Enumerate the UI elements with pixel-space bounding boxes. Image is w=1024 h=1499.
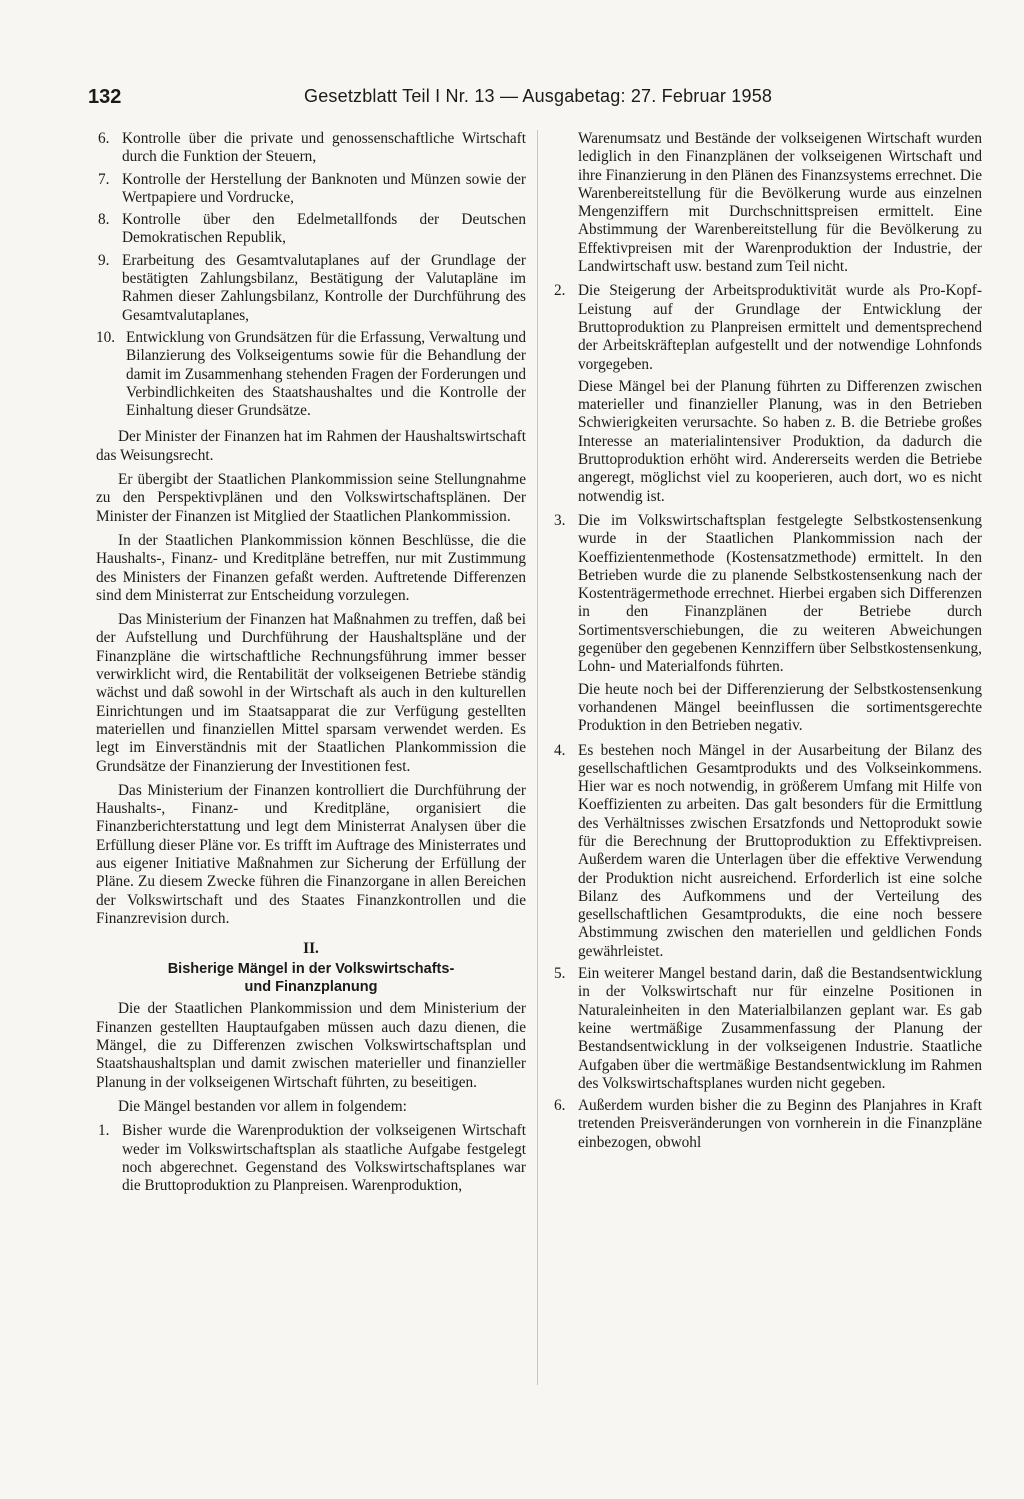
list-item [552, 282, 982, 373]
list-item [96, 130, 526, 167]
list-subparagraph: Diese Mängel bei der Planung führten zu Differenzen zwischen materieller und finanzieller Planung, was in den Betrieben Schwierigkeiten verursachte. So haben z. B. die Betriebe großes Interesse an materialintensiver Produktion, da dadurch die Bruttoproduktion erhöht wird. Andererseits werden die Betriebe angeregt, möglichst viel zu kooperieren, auch dort, wo es nicht notwendig ist. [578, 377, 982, 505]
list-text: Außerdem wurden bisher die zu Beginn des Planjahres in Kraft tretenden Preisveränderungen von vornherein in die Finanzpläne einbezogen, obwohl [578, 1097, 982, 1151]
list-text: Die im Volkswirtschaftsplan festgelegte Selbstkostensenkung wurde in der Staatlichen Plankommission nach der Koeffizientenmethode (Kostensatzmethode) ermittelt. In den Betrieben wurde die zu planende Selbstkostensenkung nach der Kostenträgermethode errechnet. Hierbei ergaben sich Differenzen in den Finanzplänen der Betriebe durch Sortimentsverschiebungen, die zu weiteren Abweichungen gegenüber den gegebenen Kennziffern über Selbstkostensenkung, Lohn- und Materialfonds führten. [578, 511, 982, 676]
page-header [88, 86, 980, 114]
right-column [552, 130, 982, 1156]
list-item [96, 329, 526, 420]
page-number: 132 [88, 86, 122, 108]
list-text: Bisher wurde die Warenproduktion der volkseigenen Wirtschaft weder im Volkswirtschaftsplan als staatliche Aufgabe festgelegt noch abgerechnet. Gegenstand des Volkswirtschaftsplanes war die Bruttoproduktion zu Planpreisen. Warenproduktion, [122, 1122, 526, 1195]
list-item [96, 252, 526, 325]
paragraph: Das Ministerium der Finanzen kontrolliert die Durchführung der Haushalts-, Finanz- und Kreditpläne, organisiert die Finanzberichterstattung und legt dem Ministerrat Analysen über die Erfüllung dieser Pläne vor. Es trifft im Auftrage des Ministerrates und aus eigener Initiative Maßnahmen zur Sicherung der Erfüllung der Pläne. Zu diesem Zwecke führen die Finanzorgane in allen Bereichen der Volkswirtschaft und des Staates Finanzkontrollen und die Finanzrevision durch. [96, 781, 526, 927]
list-item [96, 1122, 526, 1195]
section-number: II. [303, 940, 319, 958]
paragraph-continuation: Warenumsatz und Bestände der volkseigenen Wirtschaft wurden lediglich in den Finanzplänen der volkseigenen Wirtschaft und ihre Finanzierung in den Plänen des Finanzsystems errechnet. Die Warenbereitstellung für die Bevölkerung wurde aus einzelnen Mengenziffern mit Durchschnittspreisen ermittelt. Eine Abstimmung der Warenbereitstellung für die Bevölkerung zu Effektivpreisen mit der Warenproduktion der Industrie, der Landwirtschaft usw. bestand zum Teil nicht. [578, 130, 982, 276]
paragraph: In der Staatlichen Plankommission können Beschlüsse, die die Haushalts-, Finanz- und Kreditpläne betreffen, nur mit Zustimmung des Ministers der Finanzen gefaßt werden. Auftretende Differenzen sind dem Ministerrat zur Entscheidung vorzulegen. [96, 531, 526, 604]
section-title-line-1: Bisherige Mängel in der Volkswirtschafts- [167, 961, 455, 978]
left-column [96, 130, 526, 1199]
paragraph: Das Ministerium der Finanzen hat Maßnahmen zu treffen, daß bei der Aufstellung und Durchführung der Haushaltspläne und der Finanzpläne die wirtschaftliche Rechnungsführung immer besser verwirklicht wird, die Rentabilität der volkseigenen Betriebe ständig wächst und daß sowohl in der Wirtschaft als auch in den kulturellen Einrichtungen und im Staatsapparat die zur Verfügung gestellten materiellen und finanziellen Mittel sparsam verwendet werden. Es legt im Einverständnis mit der Staatlichen Plankommission die Grundsätze der Finanzierung der Investitionen fest. [96, 611, 526, 775]
paragraph: Die Mängel bestanden vor allem in folgendem: [118, 1097, 407, 1115]
paragraph: Er übergibt der Staatlichen Plankommission seine Stellungnahme zu den Perspektivplänen und den Volkswirtschaftsplänen. Der Minister der Finanzen ist Mitglied der Staatlichen Plankommission. [96, 471, 526, 525]
list-item [552, 965, 982, 1093]
list-number: 9. [98, 251, 110, 269]
list-text: Erarbeitung des Gesamtvalutaplanes auf der Grundlage der bestätigten Zahlungsbilanz, Bestätigung der Valutapläne im Rahmen dieser Zahlungsbilanz, Kontrolle der Durchführung des Gesamtvalutaplanes, [122, 251, 526, 324]
list-number: 5. [554, 965, 566, 983]
list-number: 1. [98, 1122, 110, 1140]
list-number: 10. [96, 328, 116, 346]
list-number: 3. [554, 511, 566, 529]
list-number: 6. [554, 1097, 566, 1115]
list-text: Kontrolle über den Edelmetallfonds der Deutschen Demokratischen Republik, [122, 211, 526, 247]
list-number: 4. [554, 741, 566, 759]
list-item [552, 1097, 982, 1152]
list-number: 6. [98, 130, 110, 147]
list-item [552, 512, 982, 677]
list-text: Kontrolle über die private und genossenschaftliche Wirtschaft durch die Funktion der Steuern, [122, 130, 526, 166]
section-title [96, 960, 526, 996]
paragraph: Der Minister der Finanzen hat im Rahmen der Haushaltswirtschaft das Weisungsrecht. [96, 428, 526, 464]
list-item [96, 211, 526, 248]
list-item [552, 742, 982, 962]
list-number: 2. [554, 282, 566, 300]
running-title: Gesetzblatt Teil I Nr. 13 — Ausgabetag: 27. Februar 1958 [304, 86, 773, 106]
list-text: Die Steigerung der Arbeitsproduktivität wurde als Pro-Kopf-Leistung auf der Grundlage der Entwicklung der Bruttoproduktion zu Planpreisen ermittelt und dementsprechend der Arbeitskräfteplan aufgestellt und der notwendige Lohnfonds vorgegeben. [578, 282, 982, 373]
list-subparagraph: Die heute noch bei der Differenzierung der Selbstkostensenkung vorhandenen Mängel beeinflussen die sortimentsgerechte Produktion in den Betrieben negativ. [578, 680, 982, 735]
list-number: 7. [98, 170, 110, 188]
list-text: Ein weiterer Mangel bestand darin, daß die Bestandsentwicklung in der Volkswirtschaft nur für einzelne Positionen in Naturaleinheiten in den Materialbilanzen geplant war. Es gab keine wertmäßige Zusammenfassung der Planung der Bestandsentwicklung in der volkseigenen Industrie. Staatliche Aufgaben über die wertmäßige Bestandsentwicklung im Rahmen des Volkswirtschaftsplanes wurden nicht gegeben. [578, 965, 982, 1092]
list-item [96, 171, 526, 208]
column-divider [537, 130, 538, 1385]
list-number: 8. [98, 211, 110, 229]
section-title-line-2: und Finanzplanung [244, 979, 378, 996]
paragraph: Die der Staatlichen Plankommission und dem Ministerium der Finanzen gestellten Hauptaufgaben müssen auch dazu dienen, die Mängel, die zu Differenzen zwischen Volkswirtschaftsplan und Staatshaushaltsplan und damit zwischen materieller und finanzieller Planung in der volkseigenen Wirtschaft führten, zu beseitigen. [96, 1000, 526, 1091]
list-text: Entwicklung von Grundsätzen für die Erfassung, Verwaltung und Bilanzierung des Volkseigentums sowie für die Behandlung der damit im Zusammenhang stehenden Fragen der Forderungen und Verbindlichkeiten des Staatshaushaltes und die Kontrolle der Einhaltung dieser Grundsätze. [126, 328, 526, 420]
list-text: Es bestehen noch Mängel in der Ausarbeitung der Bilanz des gesellschaftlichen Gesamtprodukts und des Volkseinkommens. Hier war es noch notwendig, in größerem Umfang mit Hilfe von Koeffizienten zu arbeiten. Das galt besonders für die Ermittlung des Verhältnisses zwischen Ersatzfonds und Nettoprodukt sowie für die Berechnung der Bruttoproduktion zu Effektivpreisen. Außerdem waren die Unterlagen über die effektive Verwendung der Produktion nicht ausreichend. Erforderlich ist eine solche Bilanz des Aufkommens und der Verteilung des gesellschaftlichen Gesamtprodukts, die eine noch bessere Abstimmung zwischen den materiellen und geldlichen Fonds gewährleistet. [578, 741, 982, 960]
list-text: Kontrolle der Herstellung der Banknoten und Münzen sowie der Wertpapiere und Vordrucke, [122, 170, 526, 206]
